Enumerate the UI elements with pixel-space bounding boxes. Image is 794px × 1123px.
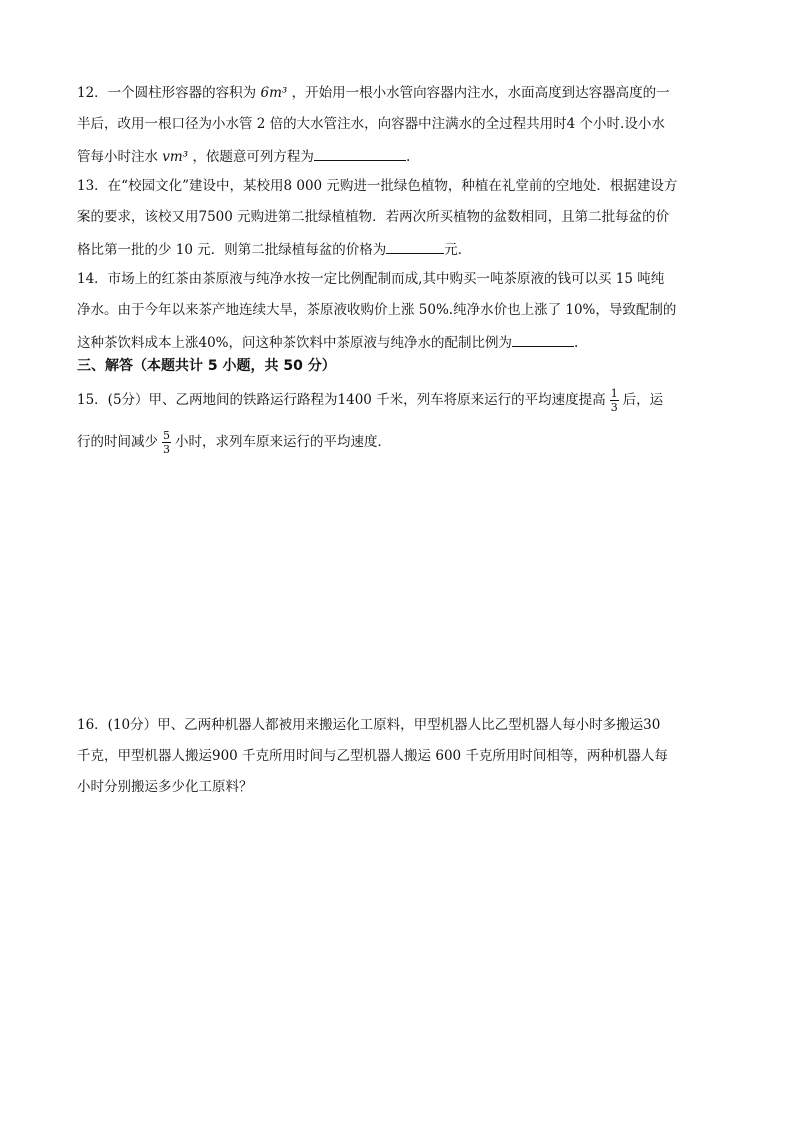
q15-text-b: 后，运 — [622, 392, 664, 408]
q14-line-3 — [77, 332, 578, 352]
q12-answer-blank[interactable] — [314, 146, 406, 161]
q13-answer-blank[interactable] — [386, 239, 444, 254]
q15-text-d: 小时，求列车原来运行的平均速度． — [175, 434, 391, 450]
q12-period: . — [405, 149, 411, 165]
q14-answer-blank[interactable] — [512, 332, 574, 347]
q12-line-2: 半后，改用一根口径为小水管 2 倍的大水管注水，向容器中注满水的全过程共用时4 个小时.设小水 — [77, 116, 665, 132]
q15-text-c: 行的时间减少 — [77, 434, 158, 450]
q13-line-1: 13．在“校园文化”建设中，某校用8 000 元购进一批绿色植物，种植在礼堂前的空地处．根据建设方 — [77, 178, 678, 194]
q12-line-3 — [77, 146, 410, 166]
q12-volume-math: 6m³ — [260, 85, 288, 101]
q13-line-3 — [77, 239, 471, 259]
q12-text-d: ，依题意可列方程为 — [192, 149, 314, 165]
q16-line-3: 小时分别搬运多少化工原料？ — [77, 779, 253, 795]
q15-fraction-1-denominator: 3 — [610, 401, 618, 414]
q13-line-2: 案的要求，该校又用7500 元购进第二批绿植植物．若两次所买植物的盆数相同，且第二批每盆的价 — [77, 209, 670, 225]
q12-rate-math: vm³ — [162, 149, 189, 165]
q13-text-a: 格比第一批的少 10 元．则第二批绿植每盆的价格为 — [77, 242, 387, 258]
q15-fraction-1-numerator: 1 — [610, 387, 618, 400]
q12-text-c: 管每小时注水 — [77, 149, 158, 165]
q14-text-a: 这种茶饮料成本上涨40%，问这种茶饮料中茶原液与纯净水的配制比例为 — [77, 335, 513, 351]
q15-line-2 — [77, 430, 391, 455]
q14-period: . — [574, 335, 579, 351]
q15-line-1 — [77, 388, 663, 413]
q16-line-2: 千克，甲型机器人搬运900 千克所用时间与乙型机器人搬运 600 千克所用时间相等，两种机器人每 — [77, 748, 668, 764]
q15-fraction-five-thirds — [162, 430, 171, 455]
q15-text-a: 15．(5分）甲、乙两地间的铁路运行路程为1400 千米，列车将原来运行的平均速度提高 — [77, 392, 606, 408]
section-3-heading: 三、解答（本题共计 5 小题，共 50 分） — [77, 358, 336, 374]
q12-line-1 — [77, 84, 670, 102]
q14-line-1: 14．市场上的红茶由茶原液与纯净水按一定比例配制而成,其中购买一吨茶原液的钱可以买 15 吨纯 — [77, 271, 665, 287]
q15-fraction-2-numerator: 5 — [163, 429, 170, 442]
q16-line-1: 16．(10分）甲、乙两种机器人都被用来搬运化工原料，甲型机器人比乙型机器人每小时多搬运30 — [77, 717, 661, 733]
q13-unit: 元． — [444, 242, 472, 258]
q12-text-b: ，开始用一根小水管向容器内注水，水面高度到达容器高度的一 — [291, 85, 670, 101]
q15-fraction-2-denominator: 3 — [163, 443, 170, 456]
q15-fraction-one-third — [610, 388, 619, 413]
q14-line-2: 净水。由于今年以来茶产地连续大旱，茶原液收购价上涨 50%.纯净水价也上涨了 10%，导致配制的 — [77, 302, 677, 318]
q12-text-a: 12．一个圆柱形容器的容积为 — [77, 85, 257, 101]
